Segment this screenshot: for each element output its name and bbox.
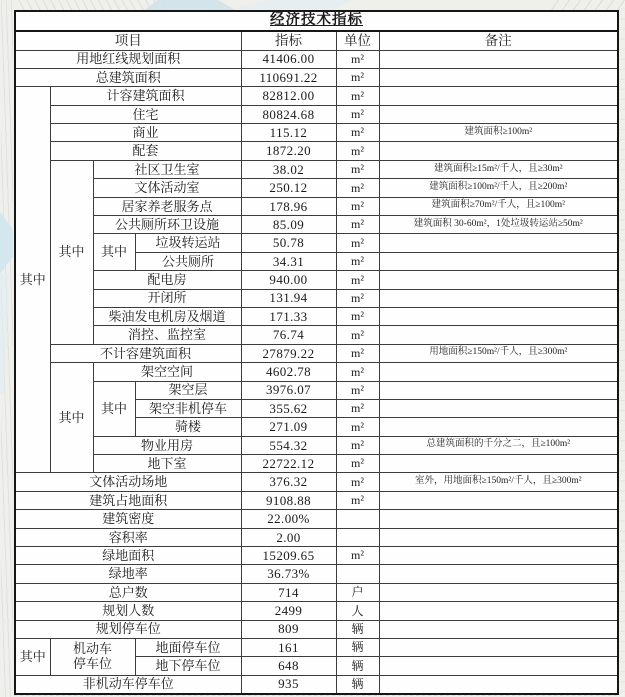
- row-label: 非机动车停车位: [15, 675, 241, 693]
- row-remark: [379, 491, 618, 509]
- row-remark: [379, 142, 618, 160]
- background-blue-shape: [232, 0, 352, 9]
- row-unit: m²: [336, 289, 379, 307]
- table-row: [15, 565, 618, 583]
- row-remark: [379, 675, 618, 693]
- row-unit: m²: [336, 307, 379, 325]
- row-label: 计容建筑面积: [50, 87, 241, 105]
- row-value: 110691.22: [241, 68, 336, 86]
- row-label: 规划人数: [15, 602, 241, 620]
- row-label: 总建筑面积: [15, 68, 241, 86]
- row-unit: 辆: [336, 620, 379, 638]
- row-value: 76.74: [241, 326, 336, 344]
- row-unit: m²: [336, 547, 379, 565]
- row-value: 648: [241, 657, 336, 675]
- row-value: 22.00%: [241, 510, 336, 528]
- row-remark: [379, 105, 618, 123]
- table-row: [15, 124, 618, 142]
- background-blue-shape: [0, 274, 10, 394]
- row-remark: [379, 399, 618, 417]
- row-label: 用地红线规划面积: [15, 50, 241, 68]
- row-remark: [379, 510, 618, 528]
- row-value: 171.33: [241, 307, 336, 325]
- row-label: 柴油发电机房及烟道: [93, 307, 241, 325]
- row-label: 不计容建筑面积: [50, 344, 241, 362]
- row-label: 配电房: [93, 271, 241, 289]
- row-value: 714: [241, 583, 336, 601]
- row-unit: m²: [336, 455, 379, 473]
- table-row: [15, 216, 618, 234]
- row-value: 809: [241, 620, 336, 638]
- table-row: [15, 639, 618, 657]
- row-label: 建筑占地面积: [15, 491, 241, 509]
- table-row: [15, 307, 618, 325]
- row-remark: [379, 639, 618, 657]
- row-label: 绿地率: [15, 565, 241, 583]
- row-value: 161: [241, 639, 336, 657]
- row-unit: m²: [336, 381, 379, 399]
- row-value: 131.94: [241, 289, 336, 307]
- row-unit: m²: [336, 142, 379, 160]
- merge-label-among-which: 其中: [50, 363, 93, 473]
- merge-label-among-which: 其中: [15, 87, 50, 473]
- row-label: 地下停车位: [135, 657, 241, 675]
- row-label: 架空层: [135, 381, 241, 399]
- row-value: 9108.88: [241, 491, 336, 509]
- row-remark: [379, 381, 618, 399]
- row-unit: 户: [336, 583, 379, 601]
- row-label: 居家养老服务点: [93, 197, 241, 215]
- row-value: 250.12: [241, 179, 336, 197]
- row-unit: m²: [336, 271, 379, 289]
- row-remark: [379, 547, 618, 565]
- table-row: [15, 197, 618, 215]
- row-remark: [379, 602, 618, 620]
- row-remark: [379, 363, 618, 381]
- row-value: 376.32: [241, 473, 336, 491]
- row-value: 36.73%: [241, 565, 336, 583]
- table-row: [15, 528, 618, 546]
- row-unit: m²: [336, 436, 379, 454]
- row-value: 4602.78: [241, 363, 336, 381]
- row-remark: [379, 657, 618, 675]
- table-row: [15, 620, 618, 638]
- indicators-table: [14, 10, 619, 695]
- row-label: 架空非机停车: [135, 399, 241, 417]
- row-unit: [336, 528, 379, 546]
- row-unit: m²: [336, 326, 379, 344]
- row-remark: 建筑面积≥100m²/千人，且≥200m²: [379, 179, 618, 197]
- row-value: 27879.22: [241, 344, 336, 362]
- row-unit: m²: [336, 197, 379, 215]
- row-unit: 人: [336, 602, 379, 620]
- row-value: 940.00: [241, 271, 336, 289]
- row-value: 22722.12: [241, 455, 336, 473]
- table-row: [15, 491, 618, 509]
- row-label: 建筑密度: [15, 510, 241, 528]
- row-unit: m²: [336, 87, 379, 105]
- row-value: 935: [241, 675, 336, 693]
- row-label: 配套: [50, 142, 241, 160]
- row-label: 架空空间: [93, 363, 241, 381]
- column-header-remark: 备注: [379, 31, 618, 50]
- row-unit: m²: [336, 363, 379, 381]
- row-remark: 总建筑面积的千分之二，且≥100m²: [379, 436, 618, 454]
- row-unit: m²: [336, 68, 379, 86]
- row-value: 15209.65: [241, 547, 336, 565]
- row-label: 地面停车位: [135, 639, 241, 657]
- row-remark: [379, 326, 618, 344]
- row-value: 38.02: [241, 160, 336, 178]
- row-unit: [336, 565, 379, 583]
- table-row: [15, 289, 618, 307]
- row-unit: [336, 510, 379, 528]
- row-remark: [379, 620, 618, 638]
- row-value: 3976.07: [241, 381, 336, 399]
- row-label: 公共厕所: [135, 252, 241, 270]
- row-label: 文体活动场地: [15, 473, 241, 491]
- row-value: 85.09: [241, 216, 336, 234]
- row-unit: m²: [336, 105, 379, 123]
- row-remark: [379, 565, 618, 583]
- merge-label-among-which: 其中: [50, 160, 93, 344]
- row-unit: 辆: [336, 675, 379, 693]
- row-unit: m²: [336, 216, 379, 234]
- row-remark: [379, 68, 618, 86]
- table-title: 经济技术指标: [15, 11, 618, 31]
- table-row: [15, 436, 618, 454]
- merge-label-among-which: 其中: [93, 381, 135, 436]
- table-row: [15, 271, 618, 289]
- row-remark: [379, 87, 618, 105]
- row-label: 文体活动室: [93, 179, 241, 197]
- row-remark: [379, 307, 618, 325]
- table-row: [15, 675, 618, 693]
- table-row: [15, 547, 618, 565]
- table-row: [15, 234, 618, 252]
- row-label: 商业: [50, 124, 241, 142]
- row-unit: m²: [336, 344, 379, 362]
- table-row: [15, 510, 618, 528]
- row-unit: m²: [336, 179, 379, 197]
- row-label: 规划停车位: [15, 620, 241, 638]
- table-row: [15, 179, 618, 197]
- row-unit: 辆: [336, 657, 379, 675]
- row-label: 消控、监控室: [93, 326, 241, 344]
- row-remark: [379, 583, 618, 601]
- table-row: [15, 50, 618, 68]
- row-remark: 用地面积≥150m²/千人，且≥300m²: [379, 344, 618, 362]
- merge-label-among-which: 其中: [15, 639, 50, 676]
- table-row: [15, 381, 618, 399]
- row-label: 绿地面积: [15, 547, 241, 565]
- row-remark: [379, 252, 618, 270]
- table-row: [15, 602, 618, 620]
- row-unit: 辆: [336, 639, 379, 657]
- column-header-unit: 单位: [336, 31, 379, 50]
- row-unit: m²: [336, 234, 379, 252]
- row-value: 34.31: [241, 252, 336, 270]
- row-unit: m²: [336, 252, 379, 270]
- row-value: 178.96: [241, 197, 336, 215]
- table-row: [15, 142, 618, 160]
- row-label: 地下室: [93, 455, 241, 473]
- row-unit: m²: [336, 124, 379, 142]
- row-value: 80824.68: [241, 105, 336, 123]
- row-remark: [379, 234, 618, 252]
- merge-label-motor-parking: [50, 639, 135, 676]
- row-label: 公共厕所环卫设施: [93, 216, 241, 234]
- row-remark: [379, 289, 618, 307]
- row-unit: m²: [336, 50, 379, 68]
- row-remark: [379, 50, 618, 68]
- table-row: [15, 344, 618, 362]
- row-unit: m²: [336, 473, 379, 491]
- table-row: [15, 160, 618, 178]
- row-unit: m²: [336, 160, 379, 178]
- row-unit: m²: [336, 399, 379, 417]
- column-header-project: 项目: [15, 31, 241, 50]
- row-label: 容积率: [15, 528, 241, 546]
- row-label: 社区卫生室: [93, 160, 241, 178]
- table-row: [15, 326, 618, 344]
- table-row: [15, 105, 618, 123]
- row-remark: [379, 418, 618, 436]
- row-label: 骑楼: [135, 418, 241, 436]
- merge-label-among-which: 其中: [93, 234, 135, 271]
- row-value: 271.09: [241, 418, 336, 436]
- row-value: 2499: [241, 602, 336, 620]
- row-remark: 建筑面积 30-60m²，1处垃圾转运站≥50m²: [379, 216, 618, 234]
- table-row: [15, 363, 618, 381]
- row-label: 垃圾转运站: [135, 234, 241, 252]
- row-remark: [379, 528, 618, 546]
- row-unit: m²: [336, 418, 379, 436]
- row-label: 物业用房: [93, 436, 241, 454]
- row-remark: 建筑面积≥15m²/千人，且≥30m²: [379, 160, 618, 178]
- row-label: 开闭所: [93, 289, 241, 307]
- background-drawing-lines: [1, 0, 13, 697]
- row-value: 41406.00: [241, 50, 336, 68]
- table-row: [15, 473, 618, 491]
- table-row: [15, 87, 618, 105]
- row-value: 1872.20: [241, 142, 336, 160]
- row-value: 50.78: [241, 234, 336, 252]
- row-value: 554.32: [241, 436, 336, 454]
- merge-label-motor-parking-text: 机动车停车位: [72, 640, 112, 671]
- row-remark: [379, 271, 618, 289]
- background-blue-shape: [0, 212, 13, 274]
- table-row: [15, 583, 618, 601]
- row-value: 115.12: [241, 124, 336, 142]
- row-remark: 建筑面积≥70m²/千人，且≥100m²: [379, 197, 618, 215]
- row-remark: 室外，用地面积≥150m²/千人，且≥300m²: [379, 473, 618, 491]
- row-value: 82812.00: [241, 87, 336, 105]
- table-row: [15, 455, 618, 473]
- row-remark: 建筑面积≥100m²: [379, 124, 618, 142]
- row-unit: m²: [336, 491, 379, 509]
- row-label: 总户数: [15, 583, 241, 601]
- row-value: 2.00: [241, 528, 336, 546]
- row-label: 住宅: [50, 105, 241, 123]
- row-value: 355.62: [241, 399, 336, 417]
- row-remark: [379, 455, 618, 473]
- table-row: [15, 68, 618, 86]
- column-header-indicator: 指标: [241, 31, 336, 50]
